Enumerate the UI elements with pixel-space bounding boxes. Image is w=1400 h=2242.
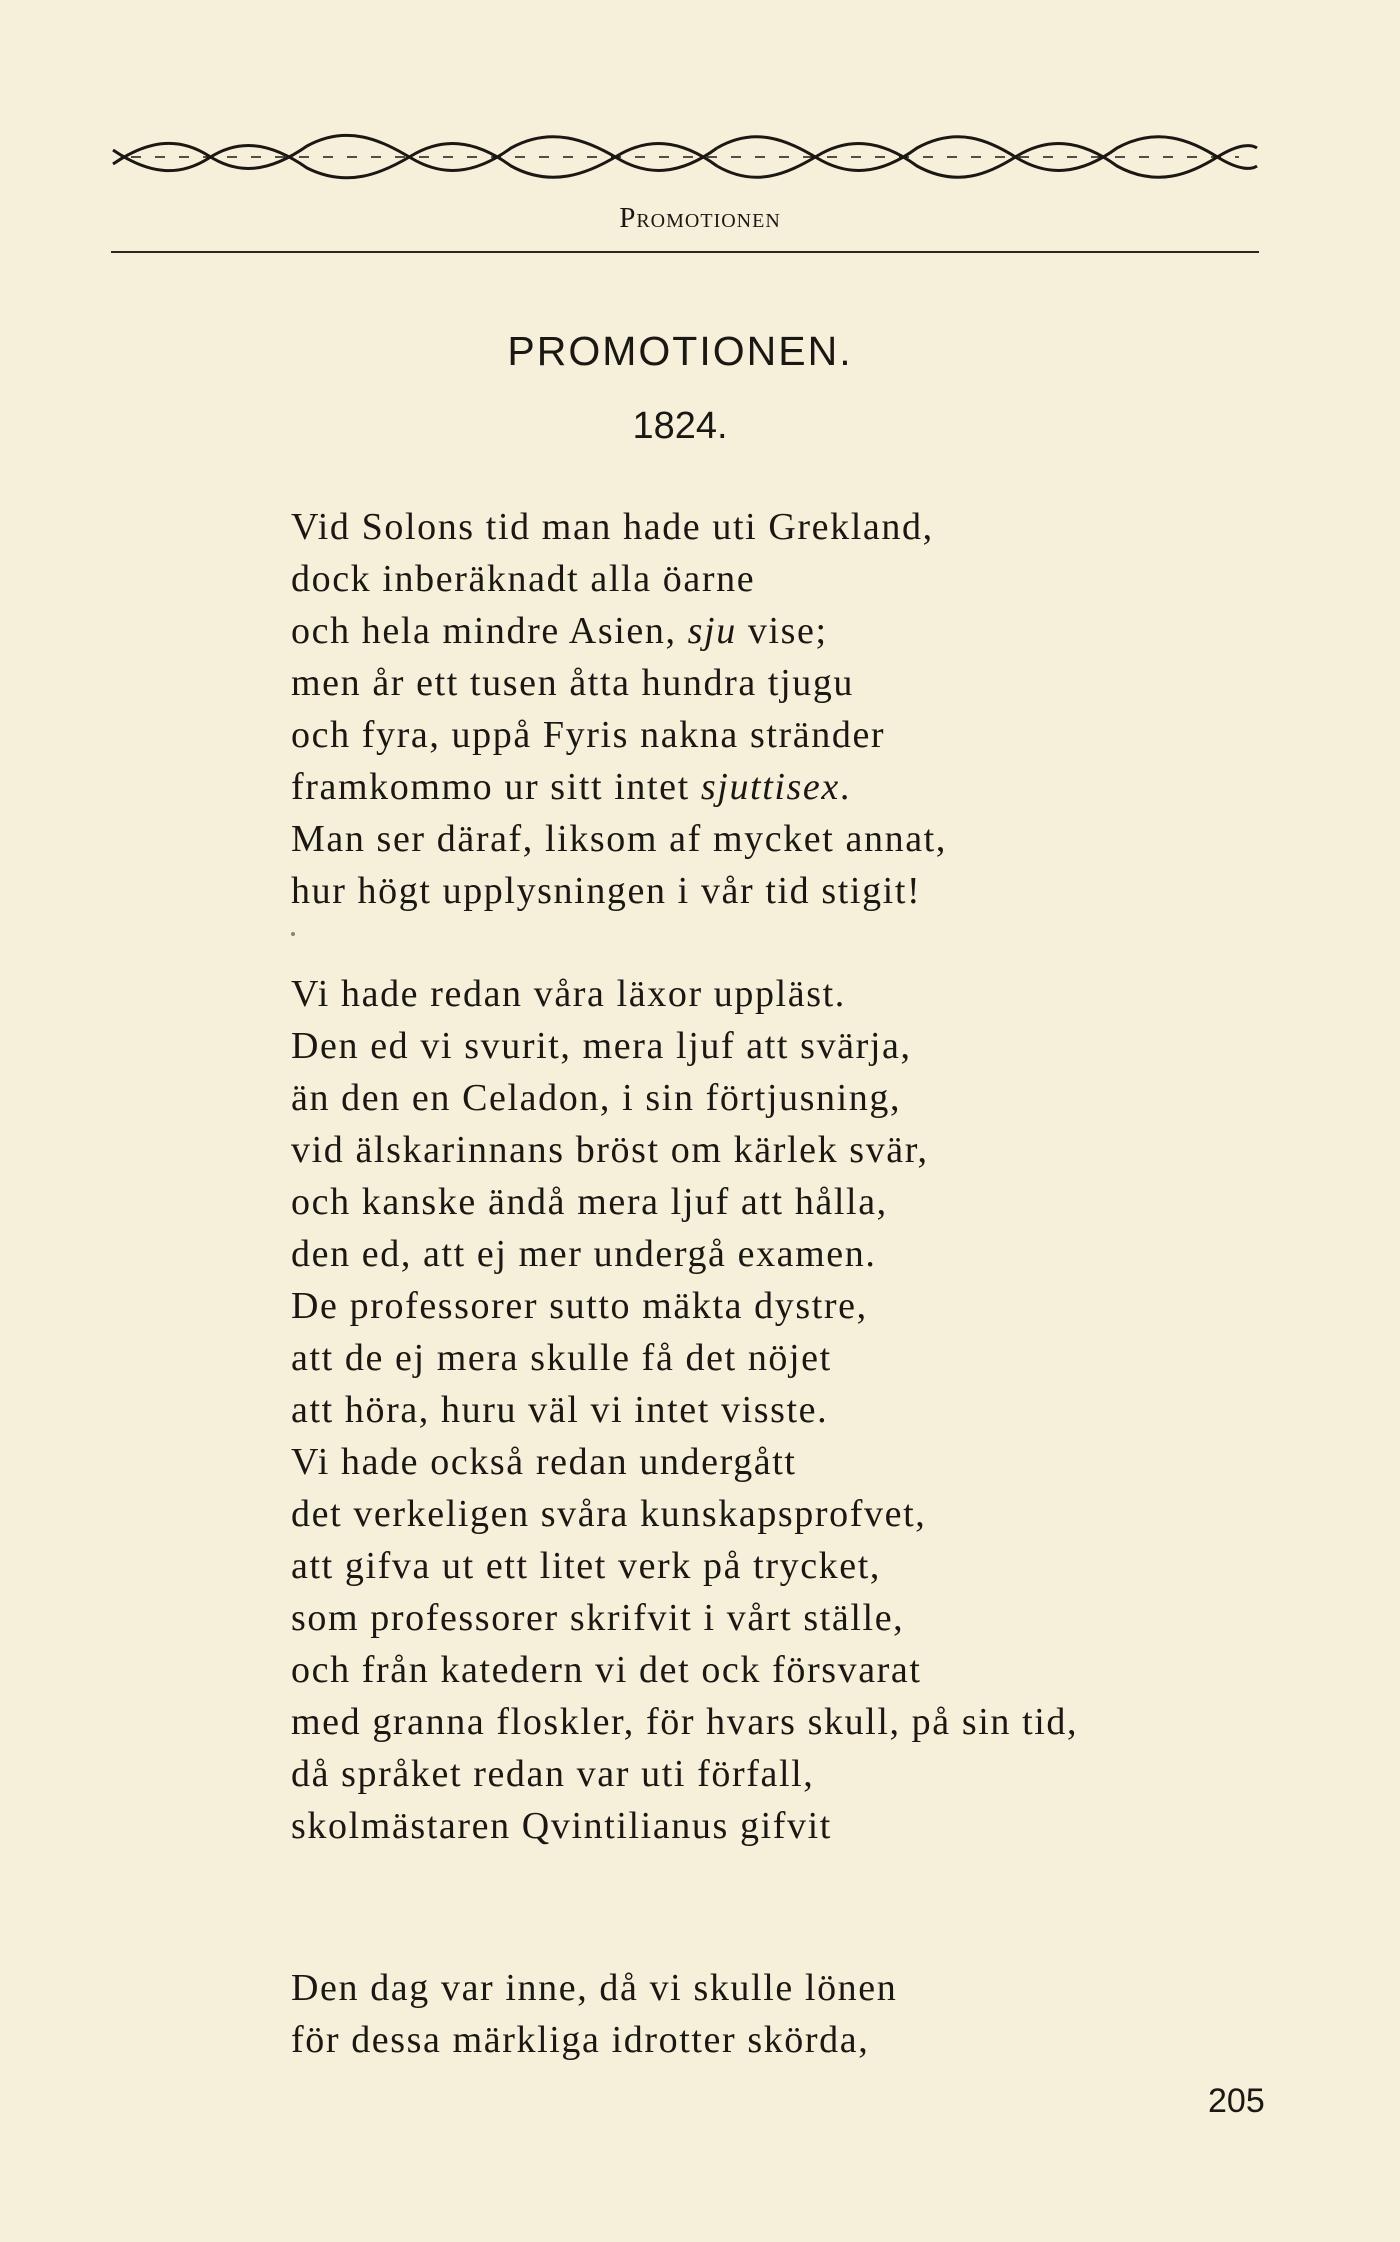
verse-line: för dessa märkliga idrotter skörda, <box>291 2019 870 2061</box>
verse-line: dock inberäknadt alla öarne <box>291 558 756 600</box>
page-number: 205 <box>1208 2082 1265 2120</box>
verse-line: då språket redan var uti förfall, <box>291 1753 815 1795</box>
verse-line: Den dag var inne, då vi skulle lönen <box>291 1967 898 2009</box>
verse-line: det verkeligen svåra kunskapsprofvet, <box>291 1493 927 1535</box>
verse-line: som professorer skrifvit i vårt ställe, <box>291 1597 905 1639</box>
verse-line: och hela mindre Asien, sju vise; <box>291 610 828 652</box>
running-head: Promotionen <box>619 202 781 234</box>
verse-line: Den ed vi svurit, mera ljuf att svärja, <box>291 1025 912 1067</box>
verse-line: och från katedern vi det ock försvarat <box>291 1649 922 1691</box>
decorative-ornament-band <box>111 130 1259 182</box>
italic-word: sjuttisex <box>700 766 840 808</box>
verse-line: men år ett tusen åtta hundra tjugu <box>291 662 855 704</box>
poem-title: PROMOTIONEN. <box>507 328 853 374</box>
verse-line: Vi hade redan våra läxor uppläst. <box>291 973 846 1015</box>
stanza-3 <box>291 1962 897 2066</box>
verse-line: att de ej mera skulle få det nöjet <box>291 1337 832 1379</box>
verse-line: Man ser däraf, liksom af mycket annat, <box>291 818 947 860</box>
verse-line: och fyra, uppå Fyris nakna stränder <box>291 714 886 756</box>
verse-line: den ed, att ej mer undergå examen. <box>291 1233 877 1275</box>
verse-line: framkommo ur sitt intet sjuttisex. <box>291 766 851 808</box>
stanza-1 <box>291 501 947 917</box>
verse-line: med granna floskler, för hvars skull, på sin tid, <box>291 1701 1079 1743</box>
italic-word: sju <box>687 610 737 652</box>
poem-year: 1824. <box>632 405 728 447</box>
stray-mark <box>291 932 295 936</box>
stanza-2 <box>291 968 1078 1852</box>
verse-line: att gifva ut ett litet verk på trycket, <box>291 1545 881 1587</box>
verse-line: Vid Solons tid man hade uti Grekland, <box>291 506 934 548</box>
verse-line: än den en Celadon, i sin förtjusning, <box>291 1077 902 1119</box>
verse-line: vid älskarinnans bröst om kärlek svär, <box>291 1129 929 1171</box>
verse-line: att höra, huru väl vi intet visste. <box>291 1389 829 1431</box>
verse-line: hur högt upplysningen i vår tid stigit! <box>291 870 922 912</box>
verse-line: skolmästaren Qvintilianus gifvit <box>291 1805 832 1847</box>
header-divider <box>111 251 1259 253</box>
verse-line: och kanske ändå mera ljuf att hålla, <box>291 1181 888 1223</box>
verse-line: De professorer sutto mäkta dystre, <box>291 1285 868 1327</box>
verse-line: Vi hade också redan undergått <box>291 1441 797 1483</box>
